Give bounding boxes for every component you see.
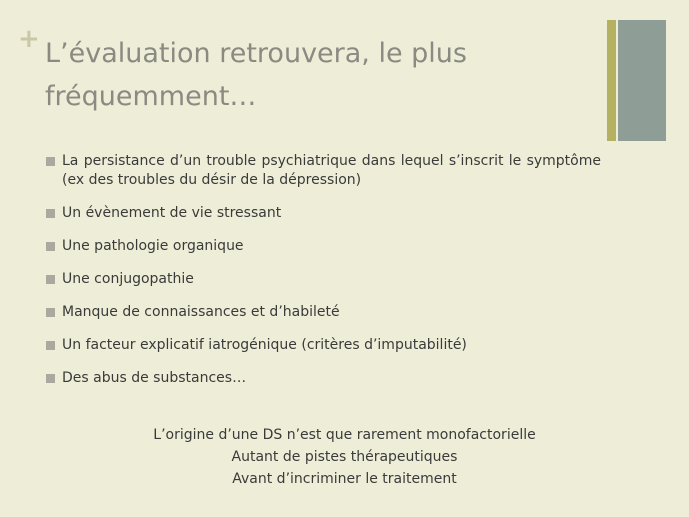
square-bullet-icon	[46, 209, 55, 218]
slide-title: L’évaluation retrouvera, le plus fréquemment…	[45, 38, 467, 112]
conclusion-line: L’origine d’une DS n’est que rarement monofactorielle	[153, 427, 536, 443]
plus-icon: +	[18, 24, 40, 54]
bullet-text: Manque de connaissances et d’habileté	[62, 304, 340, 320]
square-bullet-icon	[46, 275, 55, 284]
conclusion-line: Avant d’incriminer le traitement	[232, 471, 457, 487]
bullet-text: Un évènement de vie stressant	[62, 205, 282, 221]
bullet-item-organic-pathology	[45, 237, 601, 256]
square-bullet-icon	[46, 341, 55, 350]
bullet-text: Une conjugopathie	[62, 271, 194, 287]
bullet-text: Un facteur explicatif iatrogénique (critères d’imputabilité)	[62, 337, 467, 353]
conclusion-block	[0, 424, 689, 490]
bullet-text: Des abus de substances…	[62, 370, 247, 386]
accent-bar-gray	[618, 20, 666, 141]
bullet-item-lack-of-knowledge	[45, 303, 601, 322]
square-bullet-icon	[46, 242, 55, 251]
bullet-item-iatrogenic-factor	[45, 336, 601, 355]
bullet-item-psychiatric-disorder	[45, 152, 601, 190]
bullet-item-couple-problem	[45, 270, 601, 289]
bullet-text: Une pathologie organique	[62, 238, 244, 254]
square-bullet-icon	[46, 374, 55, 383]
square-bullet-icon	[46, 308, 55, 317]
bullet-list	[45, 152, 601, 388]
conclusion-line: Autant de pistes thérapeutiques	[231, 449, 458, 465]
bullet-item-substance-abuse	[45, 369, 601, 388]
bullet-item-stressful-event	[45, 204, 601, 223]
accent-bar-olive	[607, 20, 616, 141]
bullet-text: La persistance d’un trouble psychiatrique dans lequel s’inscrit le symptôme (ex des troubles du désir de la dépression)	[62, 153, 601, 188]
square-bullet-icon	[46, 157, 55, 166]
